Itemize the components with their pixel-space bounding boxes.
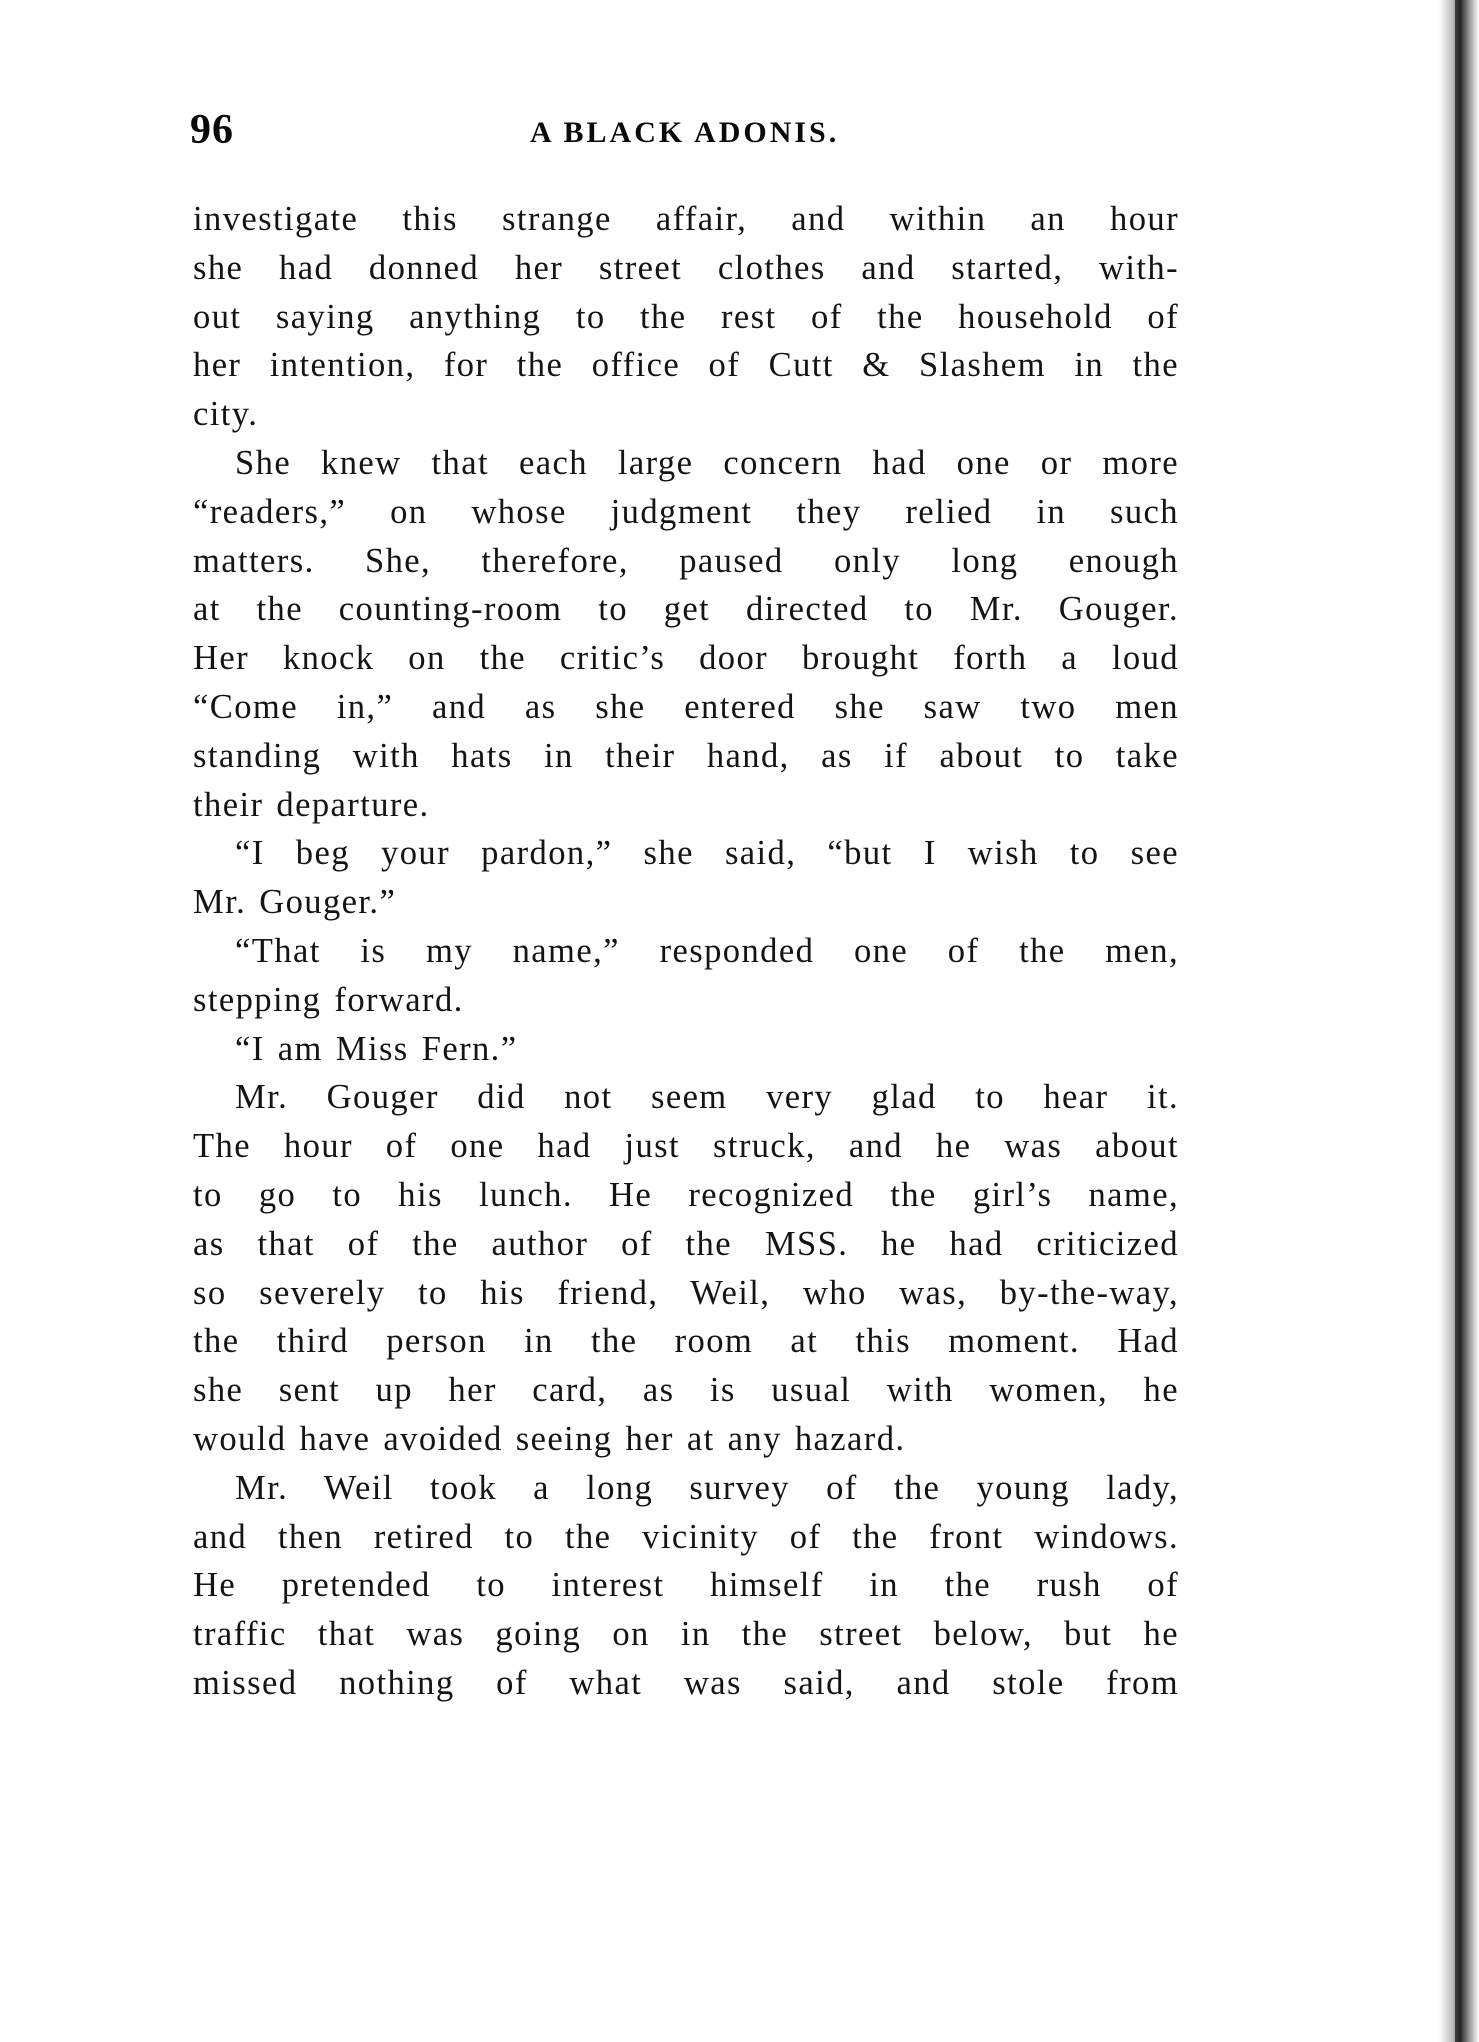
page-number: 96 [190, 107, 234, 153]
text-line: “That is my name,” responded one of the men, [235, 931, 1179, 970]
text-line: at the counting-room to get directed to Mr. Gouger. [193, 590, 1179, 629]
page-binding-edge [1455, 0, 1461, 2042]
paragraph-4 [193, 927, 1179, 1025]
text-line: she had donned her street clothes and started, with- [193, 248, 1179, 287]
text-line: Her knock on the critic’s door brought forth a loud [193, 639, 1179, 678]
text-line: so severely to his friend, Weil, who was, by-the-way, [193, 1273, 1179, 1312]
text-line: She knew that each large concern had one or more [235, 443, 1179, 482]
text-line: “I am Miss Fern.” [235, 1029, 518, 1068]
text-line: “I beg your pardon,” she said, “but I wish to see [235, 834, 1179, 873]
paragraph-6 [193, 1073, 1179, 1463]
text-line: she sent up her card, as is usual with women, he [193, 1371, 1179, 1410]
text-line: out saying anything to the rest of the household of [193, 297, 1179, 336]
running-title: A BLACK ADONIS. [530, 116, 840, 149]
text-line: stepping forward. [193, 980, 464, 1019]
text-line: city. [193, 395, 259, 434]
running-head [190, 100, 1180, 160]
text-line: their departure. [193, 785, 430, 824]
text-line: to go to his lunch. He recognized the girl’s name, [193, 1175, 1179, 1214]
text-line: He pretended to interest himself in the rush of [193, 1566, 1179, 1605]
text-line: standing with hats in their hand, as if about to take [193, 736, 1179, 775]
text-line: investigate this strange affair, and within an hour [193, 200, 1179, 238]
text-line: Mr. Gouger did not seem very glad to hear it. [235, 1078, 1179, 1117]
text-line: matters. She, therefore, paused only long enough [193, 541, 1179, 580]
paragraph-3 [193, 829, 1179, 927]
text-line: traffic that was going on in the street below, but he [193, 1615, 1179, 1654]
body-text [193, 195, 1179, 1708]
paragraph-1 [193, 195, 1179, 439]
paragraph-2 [193, 439, 1179, 829]
paragraph-5 [193, 1025, 1179, 1074]
text-line: missed nothing of what was said, and stole from [193, 1663, 1179, 1702]
text-line: as that of the author of the MSS. he had criticized [193, 1224, 1179, 1263]
text-line: The hour of one had just struck, and he was about [193, 1127, 1179, 1166]
text-line: her intention, for the office of Cutt & Slashem in the [193, 346, 1179, 385]
text-line: Mr. Weil took a long survey of the young lady, [235, 1468, 1179, 1507]
text-line: “readers,” on whose judgment they relied in such [193, 492, 1179, 531]
text-line: would have avoided seeing her at any hazard. [193, 1419, 906, 1458]
text-line: Mr. Gouger.” [193, 883, 397, 922]
text-line: “Come in,” and as she entered she saw two men [193, 687, 1179, 726]
text-line: and then retired to the vicinity of the front windows. [193, 1517, 1179, 1556]
paragraph-7 [193, 1464, 1179, 1708]
text-line: the third person in the room at this moment. Had [193, 1322, 1179, 1361]
